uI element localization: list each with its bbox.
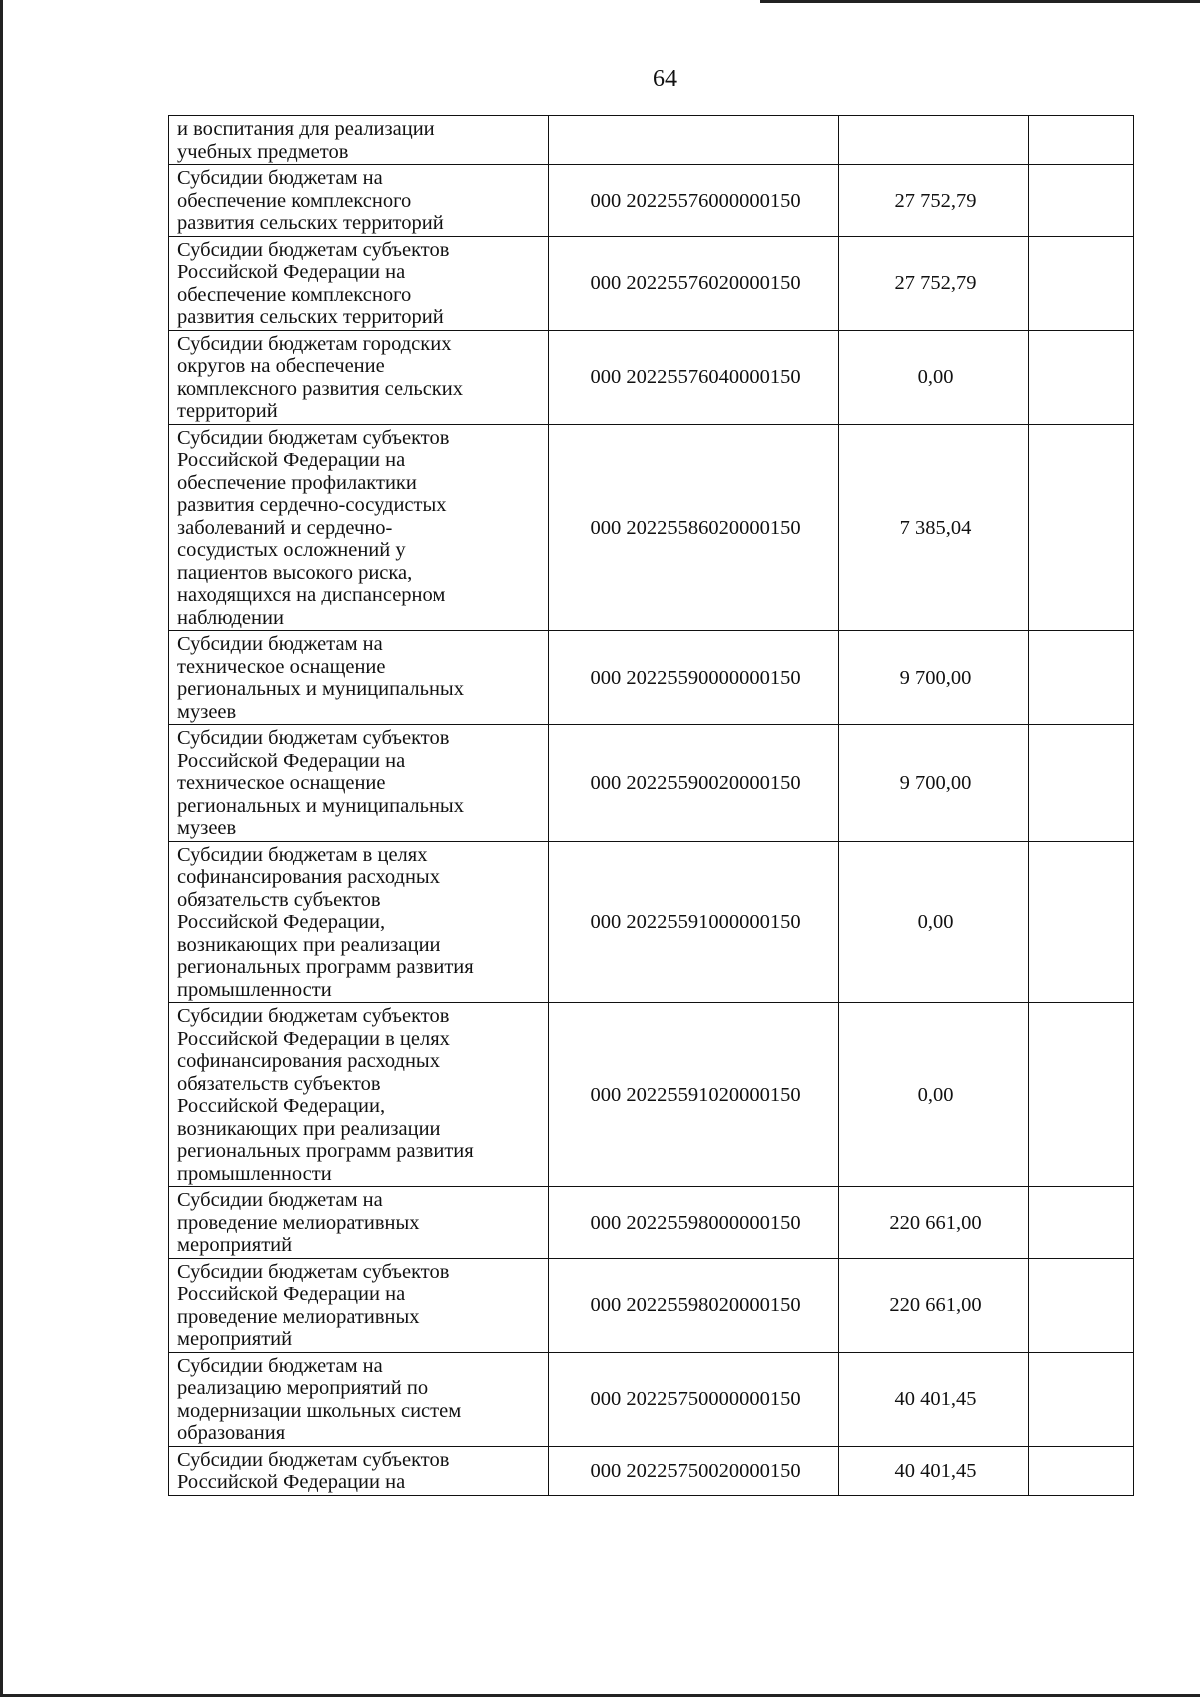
table-row: [169, 1446, 1134, 1495]
row-amount-cell: 0,00: [839, 1003, 1029, 1187]
table-row: [169, 116, 1134, 165]
row-empty-cell: [1029, 1446, 1134, 1495]
page-number: 64: [653, 66, 677, 92]
row-name-cell: Субсидии бюджетам субъектов Российской Федерации в целях софинансирования расходных обязательств субъектов Российской Федерации, возникающих при реализации региональных программ развития промышленности: [169, 1003, 549, 1187]
row-empty-cell: [1029, 1352, 1134, 1446]
row-name-cell: Субсидии бюджетам на проведение мелиоративных мероприятий: [169, 1187, 549, 1259]
scan-edge: [0, 0, 3, 1697]
row-code-cell: 000 20225598000000150: [549, 1187, 839, 1259]
row-code-cell: 000 20225750020000150: [549, 1446, 839, 1495]
row-empty-cell: [1029, 236, 1134, 330]
row-code-cell: 000 20225586020000150: [549, 424, 839, 631]
table-row: [169, 841, 1134, 1003]
row-code-cell: 000 20225591020000150: [549, 1003, 839, 1187]
table-row: [169, 631, 1134, 725]
row-code-cell: 000 20225590000000150: [549, 631, 839, 725]
row-amount-cell: 40 401,45: [839, 1352, 1029, 1446]
row-amount-cell: 7 385,04: [839, 424, 1029, 631]
row-code-cell: 000 20225598020000150: [549, 1258, 839, 1352]
row-empty-cell: [1029, 424, 1134, 631]
row-name-cell: Субсидии бюджетам субъектов Российской Федерации на: [169, 1446, 549, 1495]
row-name-cell: Субсидии бюджетам субъектов Российской Федерации на обеспечение комплексного развития сельских территорий: [169, 236, 549, 330]
row-amount-cell: 220 661,00: [839, 1258, 1029, 1352]
table-row: [169, 725, 1134, 842]
row-amount-cell: 9 700,00: [839, 725, 1029, 842]
row-amount-cell: 220 661,00: [839, 1187, 1029, 1259]
row-code-cell: 000 20225576000000150: [549, 165, 839, 237]
row-amount-cell: [839, 116, 1029, 165]
table-row: [169, 165, 1134, 237]
row-amount-cell: 0,00: [839, 841, 1029, 1003]
row-code-cell: 000 20225591000000150: [549, 841, 839, 1003]
table-row: [169, 1352, 1134, 1446]
row-empty-cell: [1029, 841, 1134, 1003]
row-code-cell: 000 20225590020000150: [549, 725, 839, 842]
table-row: [169, 1258, 1134, 1352]
row-name-cell: Субсидии бюджетам субъектов Российской Федерации на проведение мелиоративных мероприятий: [169, 1258, 549, 1352]
row-amount-cell: 40 401,45: [839, 1446, 1029, 1495]
table-row: [169, 424, 1134, 631]
budget-table: [168, 115, 1134, 1496]
row-empty-cell: [1029, 631, 1134, 725]
row-name-cell: Субсидии бюджетам субъектов Российской Федерации на техническое оснащение региональных и муниципальных музеев: [169, 725, 549, 842]
table-row: [169, 330, 1134, 424]
row-name-cell: Субсидии бюджетам в целях софинансирования расходных обязательств субъектов Российской Федерации, возникающих при реализации региональных программ развития промышленности: [169, 841, 549, 1003]
row-empty-cell: [1029, 165, 1134, 237]
row-amount-cell: 27 752,79: [839, 165, 1029, 237]
row-empty-cell: [1029, 1187, 1134, 1259]
row-code-cell: [549, 116, 839, 165]
row-name-cell: Субсидии бюджетам субъектов Российской Федерации на обеспечение профилактики развития сердечно-сосудистых заболеваний и сердечно- сосудистых осложнений у пациентов высокого риска, находящихся на диспансерном наблюдении: [169, 424, 549, 631]
row-name-cell: Субсидии бюджетам на реализацию мероприятий по модернизации школьных систем образования: [169, 1352, 549, 1446]
row-amount-cell: 0,00: [839, 330, 1029, 424]
row-code-cell: 000 20225576040000150: [549, 330, 839, 424]
table-row: [169, 1003, 1134, 1187]
row-empty-cell: [1029, 725, 1134, 842]
row-amount-cell: 27 752,79: [839, 236, 1029, 330]
row-empty-cell: [1029, 330, 1134, 424]
row-code-cell: 000 20225576020000150: [549, 236, 839, 330]
row-code-cell: 000 20225750000000150: [549, 1352, 839, 1446]
table-body: [169, 116, 1134, 1496]
scan-edge: [760, 0, 1200, 3]
row-name-cell: и воспитания для реализации учебных предметов: [169, 116, 549, 165]
row-empty-cell: [1029, 116, 1134, 165]
row-name-cell: Субсидии бюджетам на обеспечение комплексного развития сельских территорий: [169, 165, 549, 237]
row-empty-cell: [1029, 1258, 1134, 1352]
row-name-cell: Субсидии бюджетам городских округов на обеспечение комплексного развития сельских территорий: [169, 330, 549, 424]
table-row: [169, 236, 1134, 330]
row-empty-cell: [1029, 1003, 1134, 1187]
row-amount-cell: 9 700,00: [839, 631, 1029, 725]
row-name-cell: Субсидии бюджетам на техническое оснащение региональных и муниципальных музеев: [169, 631, 549, 725]
table-row: [169, 1187, 1134, 1259]
